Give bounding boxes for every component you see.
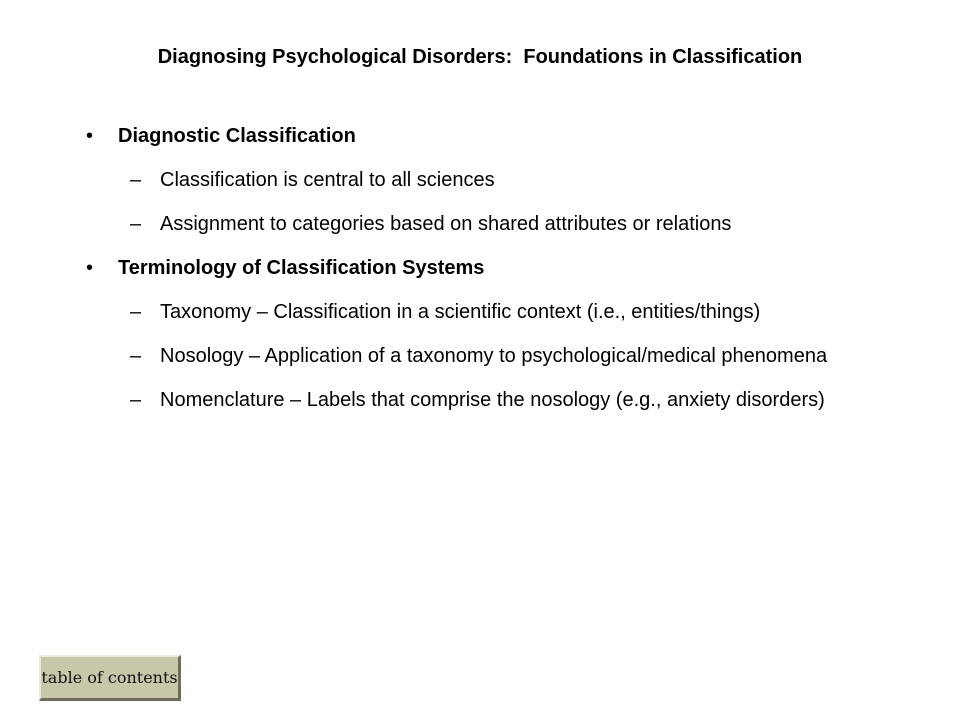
sub-item-text: Classification is central to all sciences: [160, 169, 495, 191]
sub-item: [86, 212, 886, 236]
bullet-heading: Diagnostic Classification: [118, 125, 356, 147]
slide-content: [86, 124, 886, 432]
dash-marker: –: [130, 301, 142, 323]
sub-item-text: Nosology – Application of a taxonomy to psychological/medical phenomena: [160, 345, 828, 367]
dash-marker: –: [130, 213, 142, 235]
bullet-heading: Terminology of Classification Systems: [118, 257, 485, 279]
dash-marker: –: [130, 345, 142, 367]
sub-list-terminology: [86, 300, 886, 412]
bullet-marker: •: [86, 125, 94, 147]
sub-item-text: Taxonomy – Classification in a scientific context (i.e., entities/things): [160, 301, 761, 323]
sub-item-text: Assignment to categories based on shared attributes or relations: [160, 213, 732, 235]
bullet-marker: •: [86, 257, 94, 279]
sub-item-text: Nomenclature – Labels that comprise the nosology (e.g., anxiety disorders): [160, 389, 825, 411]
bullet-terminology: [86, 256, 886, 280]
sub-item: [86, 388, 886, 412]
sub-item: [86, 344, 886, 368]
dash-marker: –: [130, 389, 142, 411]
bullet-diagnostic-classification: [86, 124, 886, 148]
sub-item: [86, 300, 886, 324]
slide-title: Diagnosing Psychological Disorders: Foundations in Classification: [157, 46, 803, 68]
sub-list-diagnostic-classification: [86, 168, 886, 236]
table-of-contents-button[interactable]: table of contents: [39, 655, 181, 701]
dash-marker: –: [130, 169, 142, 191]
sub-item: [86, 168, 886, 192]
